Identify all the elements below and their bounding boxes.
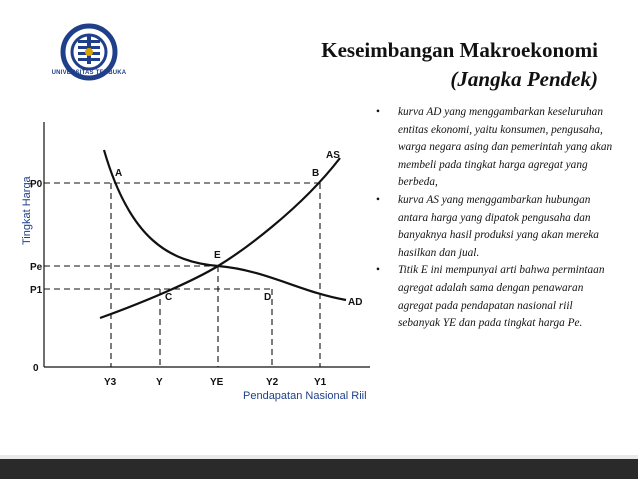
footer-bar — [0, 459, 638, 479]
income-label-ye: YE — [210, 377, 224, 388]
ad-curve — [104, 150, 346, 300]
income-label-y3: Y3 — [104, 377, 117, 388]
income-label-y1: Y1 — [314, 377, 327, 388]
logo-caption: UNIVERSITAS TERBUKA — [51, 70, 127, 76]
ad-curve-label: AD — [348, 297, 363, 308]
price-label-p1: P1 — [30, 285, 43, 296]
bullet-icon: • — [376, 106, 380, 118]
bullet-item: • Titik E ini mempunyai arti bahwa permintaan agregat adalah sama dengan penawaran agregat pada pendapatan nasional riil sebanyak YE dan pada tingkat harga Pe. — [376, 264, 605, 330]
bullet-item: • kurva AS yang menggambarkan hubungan antara harga yang dipatok pengusaha dan banyaknya hasil produksi yang akan mereka hasilkan dan jual. — [376, 193, 599, 259]
bullet-icon: • — [376, 193, 380, 206]
origin-label: 0 — [33, 363, 39, 374]
income-label-y2: Y2 — [266, 377, 279, 388]
title-line-2: (Jangka Pendek) — [450, 67, 598, 91]
bullet-icon: • — [376, 264, 380, 277]
point-label-d: D — [264, 292, 272, 303]
point-label-e: E — [214, 250, 221, 261]
price-label-p0: P0 — [30, 179, 43, 190]
as-curve — [100, 158, 340, 318]
bullet-item: • kurva AD yang menggambarkan keseluruhan entitas ekonomi, yaitu konsumen, pengusaha, warga negara asing dan pemerintah yang akan membeli pada tingkat harga agregat yang berbeda, — [376, 106, 613, 189]
title-line-1: Keseimbangan Makroekonomi — [321, 38, 598, 62]
as-curve-label: AS — [326, 150, 340, 161]
point-label-b: B — [312, 168, 320, 179]
point-label-c: C — [165, 292, 173, 303]
income-label-y: Y — [156, 377, 163, 388]
bullet-list — [376, 104, 616, 333]
y-axis-label: Tingkat Harga — [21, 176, 33, 245]
x-axis-label: Pendapatan Nasional Riil — [243, 390, 367, 402]
point-label-a: A — [115, 168, 123, 179]
price-label-pe: Pe — [30, 262, 43, 273]
